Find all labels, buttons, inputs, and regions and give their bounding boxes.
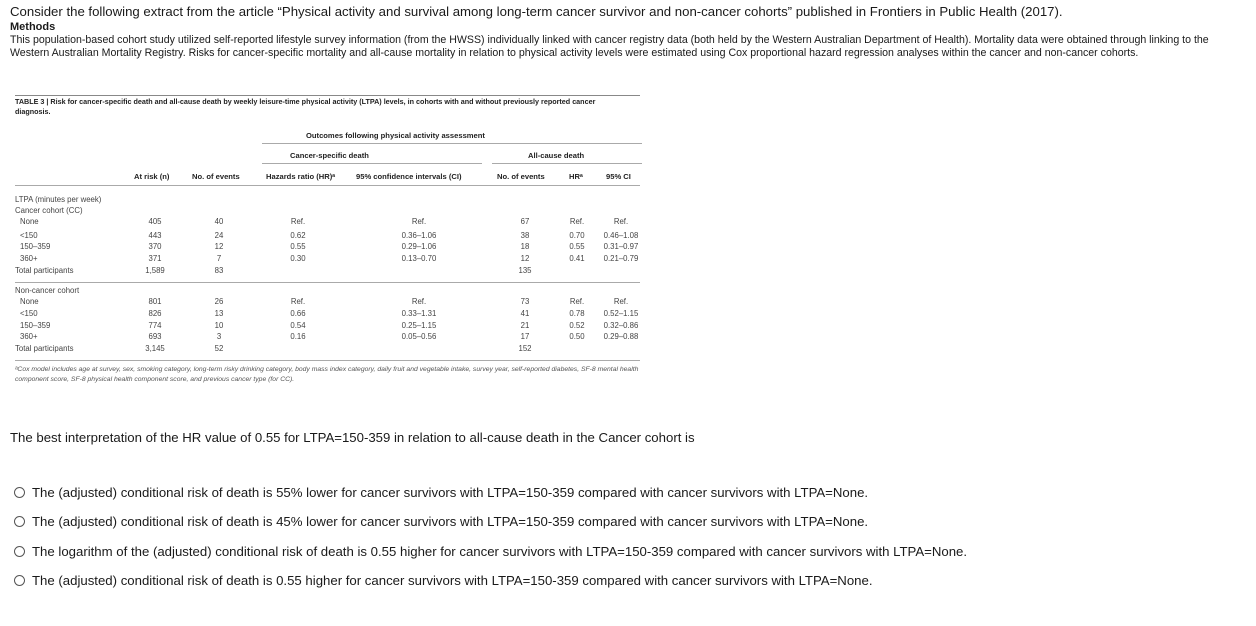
methods-body: This population-based cohort study utilized self-reported lifestyle survey information (from the HWSS) individually linked with cancer registry data (both held by the Western Australian Department of Health). Mortality data were obtained through linking to the Western Australian Mortality Registry. Risks for cancer-specific mortality and all-cause mortality in relation to physical activity levels were estimated using Cox proportional hazard regression analyses within the cancer and non-cancer cohorts. [10, 34, 1209, 59]
header-outcomes: Outcomes following physical activity assessment [306, 131, 485, 140]
methods-heading: Methods [10, 21, 56, 33]
col-hr-cs: Hazards ratio (HR)ᵃ [266, 172, 336, 181]
table-cell: 0.54 [290, 321, 306, 330]
table-cell: 21 [520, 321, 530, 330]
table-cell: 67 [520, 217, 530, 226]
table-cell: 3,145 [145, 344, 165, 353]
table-cell: 0.62 [290, 231, 306, 240]
question-text: The best interpretation of the HR value of 0.55 for LTPA=150-359 in relation to all-cause death in the Cancer cohort is [10, 430, 695, 445]
table-cell: 7 [216, 254, 222, 263]
col-events-ac: No. of events [497, 172, 545, 181]
row-label: 360+ [20, 332, 38, 341]
table-cell: 38 [520, 231, 530, 240]
table-cell: 3 [216, 332, 222, 341]
table-cell: 774 [148, 321, 162, 330]
row-label: <150 [20, 231, 38, 240]
answer-option-4[interactable] [14, 573, 873, 588]
table-cell: 0.78 [569, 309, 585, 318]
intro-section [10, 4, 1250, 60]
table-cell: Ref. [411, 297, 427, 306]
table-cell: 83 [214, 266, 224, 275]
ltpa-heading: LTPA (minutes per week) [15, 195, 102, 204]
table-cell: 693 [148, 332, 162, 341]
table-cell: 12 [214, 242, 224, 251]
table-cell: 26 [214, 297, 224, 306]
table-cell: 371 [148, 254, 162, 263]
table-cell: 0.52–1.15 [603, 309, 639, 318]
table-cell: 1,589 [145, 266, 165, 275]
answer-option-2[interactable] [14, 514, 868, 529]
table-cell: Ref. [411, 217, 427, 226]
table-cell: Ref. [613, 217, 629, 226]
col-ci-cs: 95% confidence intervals (CI) [356, 172, 462, 181]
row-label: Total participants [15, 266, 74, 275]
table-cell: 73 [520, 297, 530, 306]
table-cell: 0.33–1.31 [401, 309, 437, 318]
table-cell: 0.21–0.79 [603, 254, 639, 263]
answer-option-1[interactable] [14, 485, 868, 500]
section-rule [15, 282, 640, 283]
table-cell: 18 [520, 242, 530, 251]
table-cell: 10 [214, 321, 224, 330]
table-cell: 0.52 [569, 321, 585, 330]
col-events-cs: No. of events [192, 172, 240, 181]
answer-option-3[interactable] [14, 544, 967, 559]
table-cell: Ref. [290, 297, 306, 306]
table-cell: 135 [518, 266, 532, 275]
table-cell: 12 [520, 254, 530, 263]
header-rule-cancer [262, 163, 482, 164]
row-label: <150 [20, 309, 38, 318]
answer-option-text: The (adjusted) conditional risk of death is 55% lower for cancer survivors with LTPA=150-359 compared with cancer survivors with LTPA=None. [32, 485, 869, 500]
question-prompt: Consider the following extract from the article “Physical activity and survival among long-term cancer survivor and non-cancer cohorts” published in Frontiers in Public Health (2017). [10, 4, 1063, 19]
table-cell: 40 [214, 217, 224, 226]
col-at-risk: At risk (n) [134, 172, 170, 181]
table-cell: 0.13–0.70 [401, 254, 437, 263]
table-cell: Ref. [290, 217, 306, 226]
table-cell: 17 [520, 332, 530, 341]
table-cell: 0.29–0.88 [603, 332, 639, 341]
radio-button[interactable] [14, 487, 25, 498]
table-footnote: ᵃCox model includes age at survey, sex, smoking category, long-term risky drinking category, body mass index category, daily fruit and vegetable intake, survey year, self-reported diabetes, SF-8 mental health component score, SF-8 physical health component score, and previous cancer type (for CC). [15, 366, 639, 383]
table-cell: 0.55 [290, 242, 306, 251]
table-cell: 52 [214, 344, 224, 353]
table-cell: 0.30 [290, 254, 306, 263]
table-cell: 0.41 [569, 254, 585, 263]
radio-button[interactable] [14, 546, 25, 557]
table-cell: 152 [518, 344, 532, 353]
table-cell: Ref. [613, 297, 629, 306]
table-cell: 801 [148, 297, 162, 306]
header-cancer-specific: Cancer-specific death [290, 151, 369, 160]
table-cell: 0.29–1.06 [401, 242, 437, 251]
answer-option-text: The logarithm of the (adjusted) conditional risk of death is 0.55 higher for cancer survivors with LTPA=150-359 compared with cancer survivors with LTPA=None. [32, 544, 968, 559]
header-rule [262, 143, 642, 144]
table-cell: 0.46–1.08 [603, 231, 639, 240]
column-header-rule [15, 185, 640, 186]
row-label: None [20, 217, 39, 226]
table-cell: 0.36–1.06 [401, 231, 437, 240]
table-cell: 41 [520, 309, 530, 318]
table-cell: 0.16 [290, 332, 306, 341]
table-cell: 443 [148, 231, 162, 240]
table-cell: 405 [148, 217, 162, 226]
row-label: Total participants [15, 344, 74, 353]
table-cell: 370 [148, 242, 162, 251]
caption-rule [15, 95, 640, 96]
col-hr-ac: HRᵃ [569, 172, 583, 181]
answer-option-text: The (adjusted) conditional risk of death is 0.55 higher for cancer survivors with LTPA=150-359 compared with cancer survivors with LTPA=None. [32, 573, 873, 588]
table-cell: 0.70 [569, 231, 585, 240]
table-cell: 13 [214, 309, 224, 318]
radio-button[interactable] [14, 516, 25, 527]
row-label: 150–359 [20, 321, 51, 330]
table-caption: TABLE 3 | Risk for cancer-specific death and all-cause death by weekly leisure-time physical activity (LTPA) levels, in cohorts with and without previously reported cancer diagnosis. [15, 97, 596, 116]
radio-button[interactable] [14, 575, 25, 586]
table-cell: 0.50 [569, 332, 585, 341]
answer-option-text: The (adjusted) conditional risk of death is 45% lower for cancer survivors with LTPA=150-359 compared with cancer survivors with LTPA=None. [32, 514, 869, 529]
table-cell: 0.05–0.56 [401, 332, 437, 341]
noncancer-cohort-heading: Non-cancer cohort [15, 286, 80, 295]
table-cell: 24 [214, 231, 224, 240]
header-rule-allcause [492, 163, 642, 164]
cancer-cohort-heading: Cancer cohort (CC) [15, 206, 83, 215]
table-cell: 0.32–0.86 [603, 321, 639, 330]
header-all-cause: All-cause death [528, 151, 585, 160]
col-ci-ac: 95% CI [606, 172, 631, 181]
table-cell: 0.66 [290, 309, 306, 318]
row-label: 360+ [20, 254, 38, 263]
table-cell: 826 [148, 309, 162, 318]
row-label: 150–359 [20, 242, 51, 251]
table-cell: Ref. [569, 297, 585, 306]
table-cell: 0.31–0.97 [603, 242, 639, 251]
table-cell: Ref. [569, 217, 585, 226]
table-cell: 0.25–1.15 [401, 321, 437, 330]
table-bottom-rule [15, 360, 640, 361]
table-cell: 0.55 [569, 242, 585, 251]
row-label: None [20, 297, 39, 306]
